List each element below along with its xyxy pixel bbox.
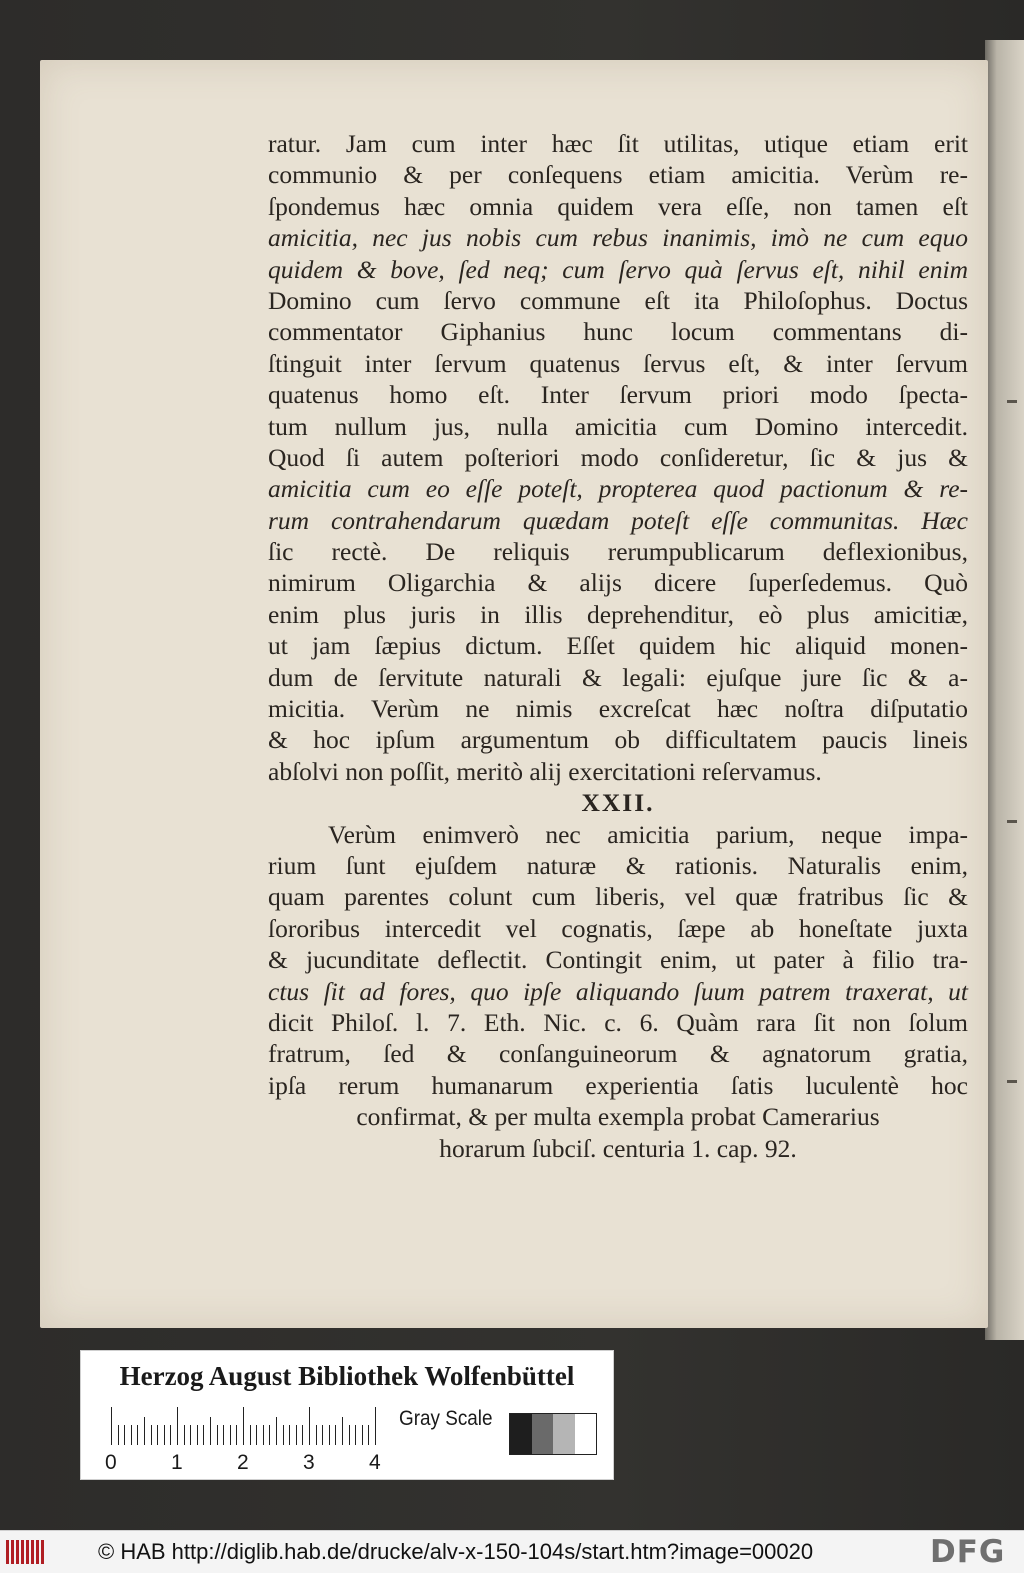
hab-barcode-icon [6,1540,46,1564]
ruler-numbers [105,1451,405,1475]
text-line: ut jam ſæpius dictum. Eſſet quidem hic aliquid monen- [268,631,968,661]
adjacent-page-edge [985,40,1024,1340]
text-line: quatenus homo eſt. Inter ſervum priori modo ſpecta- [268,380,968,410]
book-page [40,60,988,1328]
text-line-italic [268,505,968,536]
ruler-number: 1 [171,1451,183,1474]
text-line: & hoc ipſum argumentum ob difficultatem paucis lineis [268,725,968,755]
ruler-scale [111,1407,381,1445]
ruler-tick [256,1425,257,1445]
ruler-tick [118,1425,119,1445]
ruler-tick [362,1425,363,1445]
ruler-number: 2 [237,1451,249,1474]
text-line: & jucunditate deflectit. Contingit enim, ut pater à filio tra- [268,945,968,975]
calibration-card [80,1350,614,1480]
ruler-number: 0 [105,1451,117,1474]
ruler-number: 4 [369,1451,381,1474]
ruler-tick [289,1425,290,1445]
section-number: XXII. [581,788,655,818]
gray-patch [575,1414,597,1454]
ruler-tick [243,1407,244,1445]
text-line-italic [268,473,968,504]
text-line: ſic rectè. De reliquis rerumpublicarum deflexionibus, [268,537,968,567]
ruler-tick [144,1417,145,1445]
text-line: quam parentes colunt cum liberis, vel quæ fratribus ſic & [268,882,968,912]
text-line: dicit Philoſ. l. 7. Eth. Nic. c. 6. Quàm rara ſit non ſolum [268,1007,968,1037]
italic-text: amicitia cum eo eſſe poteſt, propterea quod pactionum & re- [268,474,968,504]
gray-scale-patches [509,1413,597,1455]
ruler-tick [230,1425,231,1445]
ruler-tick [335,1425,336,1445]
text-line: communio & per conſequens etiam amicitia. Verùm re- [268,160,968,190]
ruler-tick [375,1407,376,1445]
ruler-tick [137,1425,138,1445]
ruler-tick [329,1425,330,1445]
text-line: micitia. Verùm ne nimis excreſcat hæc noſtra diſputatio [268,694,968,724]
text-line: commentator Giphanius hunc locum commentans di- [268,317,968,347]
footer-bar [0,1530,1024,1573]
ruler-tick [157,1425,158,1445]
ruler-tick [276,1417,277,1445]
gray-patch [532,1414,554,1454]
ruler-tick [342,1417,343,1445]
dfg-logo: DFG [930,1534,1006,1570]
gray-patch [510,1414,532,1454]
italic-text: rum contrahendarum quædam poteſt eſſe communitas. Hæc [268,505,968,535]
ruler-tick [368,1425,369,1445]
text-line: abſolvi non poſſit, meritò alij exercitationi reſervamus. [268,756,822,786]
italic-text: ctus ſit ad fores, quo ipſe aliquando ſuum patrem traxerat, ut [268,976,968,1006]
text-line: rium ſunt ejuſdem naturæ & rationis. Naturalis enim, [268,850,968,880]
text-line: ſtinguit inter ſervum quatenus ſervus eſt, & inter ſervum [268,348,968,378]
ruler-tick [203,1425,204,1445]
italic-text: quidem & bove, ſed neq; cum ſervo quà ſervus eſt, nihil enim [268,254,968,284]
text-line-italic [268,976,968,1007]
ruler-tick [296,1425,297,1445]
text-line: ipſa rerum humanarum experientia ſatis luculentè hoc [268,1070,968,1100]
ruler-tick [164,1425,165,1445]
ruler-number: 3 [303,1451,315,1474]
ruler-tick [283,1425,284,1445]
ruler-tick [223,1425,224,1445]
ruler-tick [236,1425,237,1445]
text-line-italic [268,254,968,285]
gray-scale-label: Gray Scale [399,1407,493,1430]
text-line: Domino cum ſervo commune eſt ita Philoſophus. Doctus [268,285,968,315]
ruler-tick [322,1425,323,1445]
ruler-tick [111,1407,112,1445]
ruler-tick [316,1425,317,1445]
text-line: ſororibus intercedit vel cognatis, ſæpe ab honeſtate juxta [268,913,968,943]
text-line: Quod ſi autem poſteriori modo conſideretur, ſic & jus & [268,442,968,472]
page-text [268,128,968,1164]
text-line: horarum ſubciſ. centuria 1. cap. 92. [439,1133,797,1163]
ruler-tick [349,1425,350,1445]
text-line: confirmat, & per multa exempla probat Camerarius [356,1102,880,1132]
text-line: ſpondemus hæc omnia quidem vera eſſe, non tamen eſt [268,191,968,221]
ruler-tick [302,1425,303,1445]
ruler-tick [269,1425,270,1445]
ruler-tick [217,1425,218,1445]
ruler-tick [184,1425,185,1445]
ruler-tick [263,1425,264,1445]
text-line-italic [268,222,968,253]
ruler-tick [355,1425,356,1445]
gray-patch [553,1414,575,1454]
library-name: Herzog August Bibliothek Wolfenbüttel [119,1361,575,1391]
ruler-tick [170,1425,171,1445]
ruler-tick [151,1425,152,1445]
text-line: enim plus juris in illis deprehenditur, eò plus amicitiæ, [268,599,968,629]
ruler-tick [197,1425,198,1445]
text-line: ratur. Jam cum inter hæc ſit utilitas, utique etiam erit [268,129,968,158]
ruler-tick [124,1425,125,1445]
text-line: nimirum Oligarchia & alijs dicere ſuperſedemus. Quò [268,568,968,598]
source-url[interactable]: © HAB http://diglib.hab.de/drucke/alv-x-150-104s/start.htm?image=00020 [98,1539,814,1564]
text-line: Verùm enimverò nec amicitia parium, neque impa- [328,819,968,849]
text-line: dum de ſervitute naturali & legali: ejuſque jure ſic & a- [268,662,968,692]
ruler-tick [190,1425,191,1445]
ruler-tick [210,1417,211,1445]
text-line: fratrum, ſed & conſanguineorum & agnatorum gratia, [268,1039,968,1069]
ruler-tick [131,1425,132,1445]
ruler-tick [250,1425,251,1445]
italic-text: amicitia, nec jus nobis cum rebus inanimis, imò ne cum equo [268,223,968,253]
text-line: tum nullum jus, nulla amicitia cum Domino intercedit. [268,411,968,441]
ruler-tick [309,1407,310,1445]
ruler-tick [177,1407,178,1445]
